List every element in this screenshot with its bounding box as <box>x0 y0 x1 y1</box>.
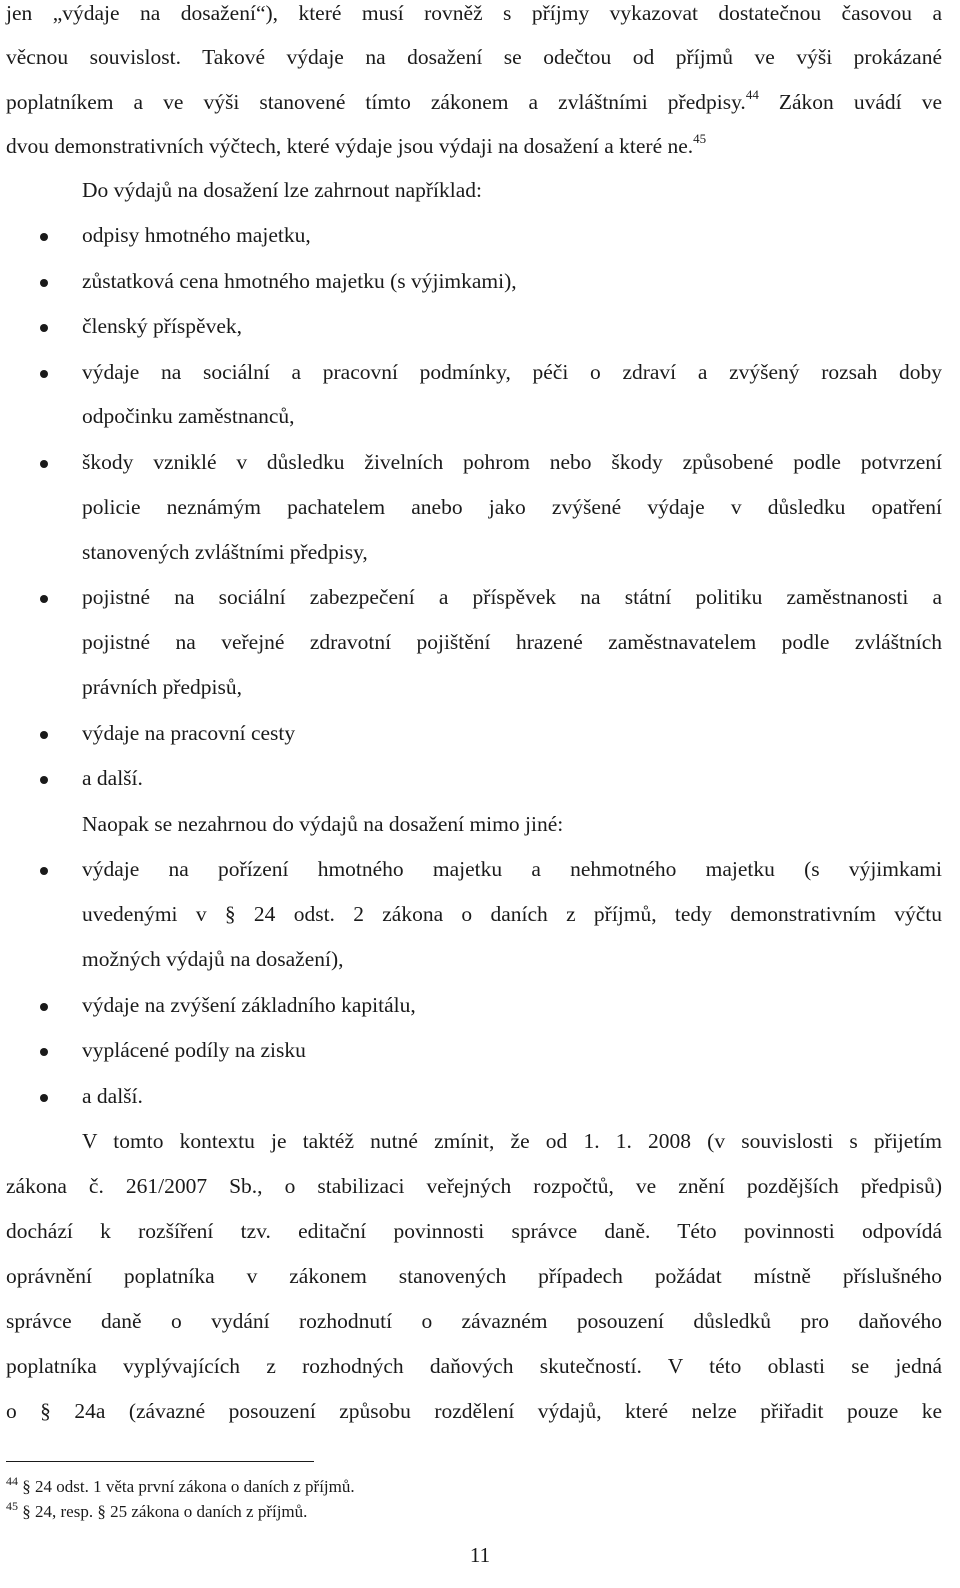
footnote-number: 44 <box>6 1474 18 1488</box>
bullet-icon <box>40 1094 48 1102</box>
list-item-continuation: odpočinku zaměstnanců, <box>82 404 295 428</box>
footnote-ref: 45 <box>693 131 707 146</box>
text-line: o § 24a (závazné posouzení způsobu rozdělení výdajů, které nelze přiřadit pouze ke <box>6 1399 942 1423</box>
text-fragment: dvou demonstrativních výčtech, které výdaje jsou výdaji na dosažení a které ne. <box>6 134 694 158</box>
text-line: poplatníka vyplývajících z rozhodných daňových skutečností. V této oblasti se jedná <box>6 1354 942 1378</box>
bullet-icon <box>40 279 48 287</box>
text-line: oprávnění poplatníka v zákonem stanovených případech požádat místně příslušného <box>6 1264 942 1288</box>
list-item: zůstatková cena hmotného majetku (s výjimkami), <box>82 269 517 293</box>
list-item: škody vzniklé v důsledku živelních pohrom nebo škody způsobené podle potvrzení <box>82 450 942 474</box>
text-line <box>6 80 942 124</box>
list-item: výdaje na sociální a pracovní podmínky, péči o zdraví a zvýšený rozsah doby <box>82 360 942 384</box>
text-line <box>6 124 942 168</box>
bullet-icon <box>40 731 48 739</box>
bullet-icon <box>40 595 48 603</box>
list-item: výdaje na zvýšení základního kapitálu, <box>82 993 416 1017</box>
text-line: správce daně o vydání rozhodnutí o závazném posouzení důsledků pro daňového <box>6 1309 942 1333</box>
bullet-icon <box>40 370 48 378</box>
list-item: odpisy hmotného majetku, <box>82 223 311 247</box>
text-line: dochází k rozšíření tzv. editační povinnosti správce daně. Této povinnosti odpovídá <box>6 1219 942 1243</box>
list-item: výdaje na pořízení hmotného majetku a nehmotného majetku (s výjimkami <box>82 857 942 881</box>
bullet-icon <box>40 233 48 241</box>
list-item-continuation: možných výdajů na dosažení), <box>82 947 344 971</box>
bullet-icon <box>40 776 48 784</box>
page-number: 11 <box>469 1543 491 1567</box>
footnote-number: 45 <box>6 1499 18 1513</box>
bullet-icon <box>40 324 48 332</box>
footnote-text: § 24 odst. 1 věta první zákona o daních z příjmů. <box>22 1477 355 1496</box>
text-line: zákona č. 261/2007 Sb., o stabilizaci veřejných rozpočtů, ve znění pozdějších předpisů) <box>6 1174 942 1198</box>
list-item-continuation: stanovených zvláštními předpisy, <box>82 540 368 564</box>
list-item-continuation: právních předpisů, <box>82 675 243 699</box>
list-item: a další. <box>82 1084 143 1108</box>
list-item: pojistné na sociální zabezpečení a příspěvek na státní politiku zaměstnanosti a <box>82 585 942 609</box>
list-item: členský příspěvek, <box>82 314 243 338</box>
bullet-icon <box>40 460 48 468</box>
text-line: V tomto kontextu je taktéž nutné zmínit, že od 1. 1. 2008 (v souvislosti s přijetím <box>82 1129 942 1153</box>
footnote-ref: 44 <box>745 87 759 102</box>
list-item: výdaje na pracovní cesty <box>82 721 296 745</box>
list-item: a další. <box>82 766 143 790</box>
list-item-continuation: policie neznámým pachatelem anebo jako zvýšené výdaje v důsledku opatření <box>82 495 942 519</box>
footnote-separator <box>6 1461 314 1462</box>
list-item-continuation: pojistné na veřejné zdravotní pojištění hrazené zaměstnavatelem podle zvláštních <box>82 630 942 654</box>
text-line: věcnou souvislost. Takové výdaje na dosažení se odečtou od příjmů ve výši prokázané <box>6 45 942 69</box>
bullet-icon <box>40 867 48 875</box>
text-fragment: Zákon uvádí ve <box>758 90 942 114</box>
list-intro: Do výdajů na dosažení lze zahrnout například: <box>82 178 482 202</box>
footnote-text: § 24, resp. § 25 zákona o daních z příjmů. <box>22 1502 308 1521</box>
list-item: vyplácené podíly na zisku <box>82 1038 306 1062</box>
text-fragment: poplatníkem a ve výši stanovené tímto zákonem a zvláštními předpisy. <box>6 90 746 114</box>
list-intro: Naopak se nezahrnou do výdajů na dosažení mimo jiné: <box>82 812 564 836</box>
text-line: jen „výdaje na dosažení“), které musí rovněž s příjmy vykazovat dostatečnou časovou a <box>6 1 942 25</box>
bullet-icon <box>40 1048 48 1056</box>
footnote <box>6 1475 906 1499</box>
footnote <box>6 1500 906 1524</box>
bullet-icon <box>40 1003 48 1011</box>
list-item-continuation: uvedenými v § 24 odst. 2 zákona o daních z příjmů, tedy demonstrativním výčtu <box>82 902 942 926</box>
